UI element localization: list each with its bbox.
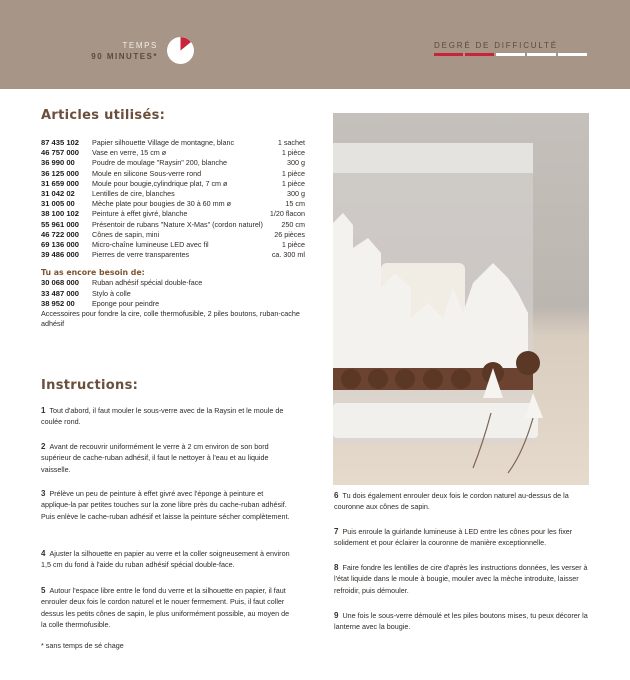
item-qty: 1 sachet (277, 138, 305, 147)
list-item (41, 250, 305, 260)
step-text: Faire fondre les lentilles de cire d'après les instructions données, les verser à l'état liquide dans le moule à bougie, mouler avec la mèche introduite, laisser refroidir, puis démouler. (334, 563, 588, 595)
difficulty-bar (527, 53, 556, 56)
articles-list (41, 138, 305, 260)
instruction-step (41, 405, 291, 428)
list-item (41, 169, 305, 179)
difficulty-bar (434, 53, 463, 56)
item-desc: Moule pour bougie,cylindrique plat, 7 cm ø (92, 178, 228, 188)
item-qty: 300 g (287, 158, 305, 168)
step-number: 2 (41, 442, 46, 451)
item-desc: Eponge pour peindre (92, 298, 160, 308)
item-qty: ca. 300 ml (271, 250, 305, 260)
time-label: TEMPS (122, 41, 158, 50)
item-num: 31 659 000 (41, 178, 80, 188)
product-photo (333, 113, 589, 485)
item-qty: 1/20 flacon (269, 209, 305, 219)
item-num: 31 005 00 (41, 199, 75, 209)
item-num: 87 435 102 (41, 138, 80, 147)
step-number: 4 (41, 549, 46, 558)
item-qty: 15 cm (285, 199, 305, 209)
list-item (41, 289, 305, 299)
clock-icon (167, 37, 194, 64)
item-desc: Poudre de moulage "Raysin" 200, blanche (92, 158, 227, 168)
item-num: 31 042 02 (41, 189, 75, 199)
item-num: 39 486 000 (41, 250, 80, 260)
item-qty: 1 pièce (281, 168, 305, 178)
materials-column (41, 108, 305, 329)
instruction-step (334, 562, 594, 596)
articles-title: Articles utilisés: (41, 108, 166, 123)
step-number: 1 (41, 406, 46, 415)
difficulty-meter (434, 53, 587, 56)
also-needed-extra: Accessoires pour fondre la cire, colle thermofusible, 2 piles boutons, ruban-cache adhésif (41, 309, 300, 329)
instruction-step (334, 610, 594, 633)
item-num: 69 136 000 (41, 240, 80, 250)
list-item (41, 230, 305, 240)
difficulty-label: DEGRÉ DE DIFFICULTÉ (434, 41, 558, 50)
list-item (41, 138, 305, 148)
item-desc: Cônes de sapin, mini (92, 229, 160, 239)
item-qty: 26 pièces (274, 229, 305, 239)
item-num: 38 952 00 (41, 298, 75, 308)
list-item (41, 179, 305, 189)
item-num: 30 068 000 (41, 278, 80, 288)
list-item (41, 148, 305, 158)
item-qty: 1 pièce (281, 148, 305, 158)
item-desc: Présentoir de rubans "Nature X-Mas" (cordon naturel) (92, 219, 263, 229)
item-desc: Micro-chaîne lumineuse LED avec fil (92, 240, 209, 250)
item-qty: 1 pièce (281, 178, 305, 188)
list-item (41, 299, 305, 309)
step-text: Prélève un peu de peinture à effet givré avec l'éponge à peinture et applique-la par petites touches sur la zone libre près du cache-ruban adhésif. Puis enlève le cache-ruban adhésif et laisse la peinture sécher complètement. (41, 489, 290, 521)
difficulty-bar (465, 53, 494, 56)
item-desc: Ruban adhésif spécial double-face (92, 278, 203, 288)
step-number: 6 (334, 491, 339, 500)
step-number: 3 (41, 489, 46, 498)
item-qty: 300 g (287, 189, 305, 199)
step-text: Puis enroule la guirlande lumineuse à LED entre les cônes pour les fixer solidement et pour éclairer la couronne de manière exceptionnelle. (334, 527, 573, 548)
item-qty: 250 cm (281, 219, 305, 229)
item-desc: Moule en silicone Sous-verre rond (92, 168, 202, 178)
step-number: 5 (41, 586, 46, 595)
list-item (41, 220, 305, 230)
header-banner (0, 0, 630, 89)
list-item (41, 240, 305, 250)
item-num: 46 757 000 (41, 148, 80, 158)
also-needed-list (41, 278, 305, 309)
item-desc: Papier silhouette Village de montagne, blanc (92, 138, 235, 147)
step-number: 9 (334, 611, 339, 620)
step-text: Ajuster la silhouette en papier au verre et la coller soigneusement à environ 1,5 cm du fond à l'aide du ruban adhésif spécial double-face. (41, 549, 290, 570)
list-item (41, 278, 305, 288)
item-num: 38 100 102 (41, 209, 80, 219)
footnote: * sans temps de sé chage (41, 641, 124, 650)
difficulty-bar (496, 53, 525, 56)
step-text: Autour l'espace libre entre le fond du verre et la silhouette en papier, il faut enrouler deux fois le cordon naturel et le nouer fermement. Puis, il faut coller dessus les petits cônes de sapin, le plus uniformément possible, au moyen de la colle thermofusible. (41, 586, 290, 629)
list-item (41, 199, 305, 209)
item-qty: 1 pièce (281, 240, 305, 250)
item-desc: Pierres de verre transparentes (92, 250, 190, 260)
step-number: 8 (334, 563, 339, 572)
instruction-step (41, 548, 291, 571)
instruction-step (41, 488, 291, 522)
item-desc: Stylo à colle (92, 288, 131, 298)
instruction-step (41, 441, 291, 475)
step-number: 7 (334, 527, 339, 536)
step-text: Une fois le sous-verre démoulé et les piles boutons mises, tu peux décorer la lanterne avec la bougie. (334, 611, 588, 632)
item-desc: Mèche plate pour bougies de 30 à 60 mm ø (92, 199, 232, 209)
list-item (41, 158, 305, 168)
also-needed-title: Tu as encore besoin de: (41, 268, 145, 278)
item-desc: Peinture à effet givré, blanche (92, 209, 188, 219)
step-text: Tu dois également enrouler deux fois le cordon naturel au-dessus de la couronne aux cônes de sapin. (334, 491, 569, 512)
time-value: 90 MINUTES* (91, 52, 158, 61)
item-num: 33 487 000 (41, 288, 80, 298)
instruction-step (334, 526, 594, 549)
step-text: Tout d'abord, il faut mouler le sous-verre avec de la Raysin et le moule de coulée rond. (41, 406, 284, 427)
item-num: 36 125 000 (41, 168, 80, 178)
list-item (41, 189, 305, 199)
list-item (41, 209, 305, 219)
step-text: Avant de recouvrir uniformément le verre à 2 cm environ de son bord supérieur de cache-ruban adhésif, il faut le nettoyer à l'eau et au liquide vaisselle. (41, 442, 269, 474)
item-num: 55 961 000 (41, 219, 80, 229)
instructions-title: Instructions: (41, 378, 139, 393)
item-num: 36 990 00 (41, 158, 75, 168)
coaster (333, 403, 538, 438)
item-desc: Lentilles de cire, blanches (92, 189, 175, 199)
item-num: 46 722 000 (41, 229, 80, 239)
difficulty-bar (558, 53, 587, 56)
instruction-step (334, 490, 594, 513)
instruction-step (41, 585, 291, 630)
item-desc: Vase en verre, 15 cm ø (92, 148, 167, 158)
